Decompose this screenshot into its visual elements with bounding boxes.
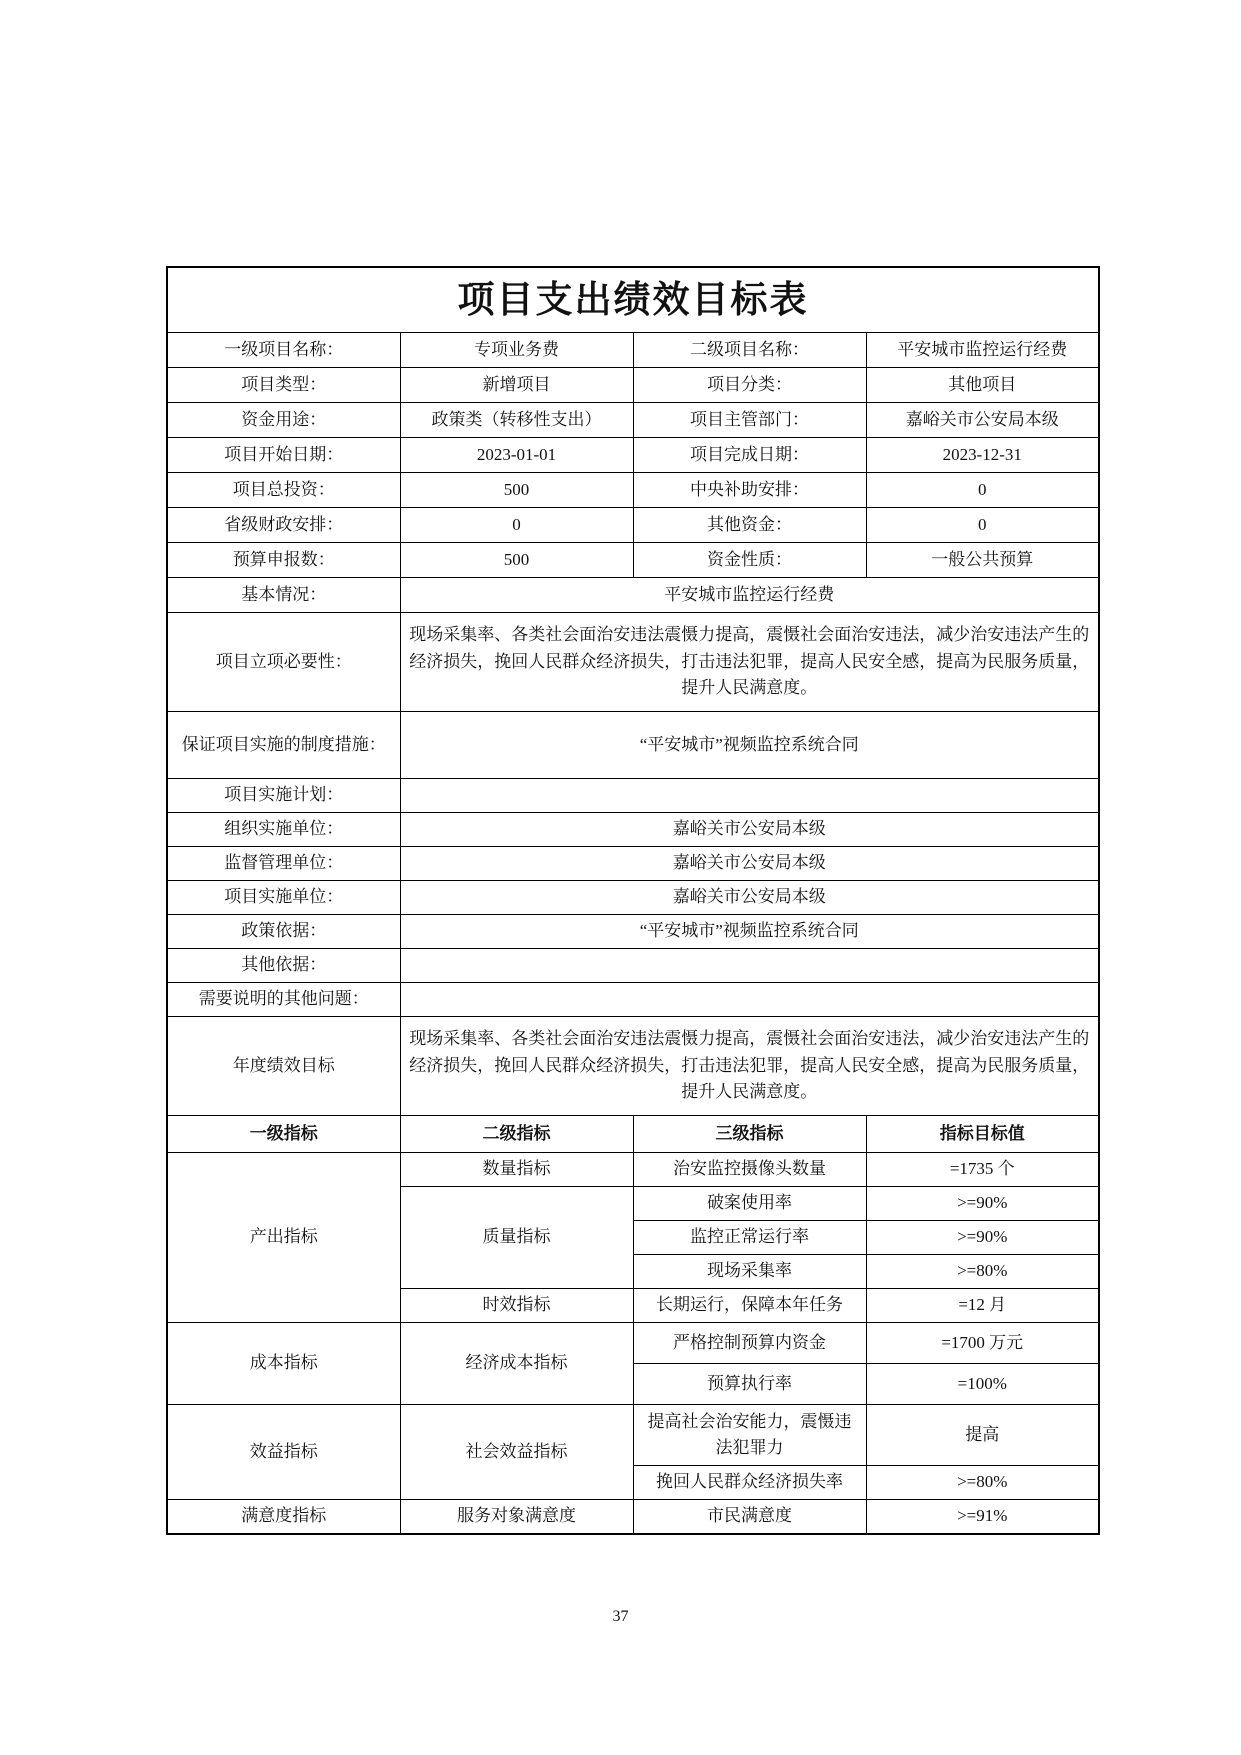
info-value: 0 <box>866 508 1099 543</box>
detail-value <box>400 779 1099 813</box>
info-value: 一般公共预算 <box>866 543 1099 578</box>
info-label: 项目主管部门： <box>633 403 866 438</box>
performance-target-table <box>166 266 1100 1535</box>
info-label: 省级财政安排： <box>167 508 400 543</box>
indicator-target: =1700 万元 <box>866 1323 1099 1364</box>
indicator-header-level1: 一级指标 <box>167 1116 400 1153</box>
indicator-target: >=90% <box>866 1221 1099 1255</box>
indicator-header-level2: 二级指标 <box>400 1116 633 1153</box>
info-value: 2023-12-31 <box>866 438 1099 473</box>
info-value: 2023-01-01 <box>400 438 633 473</box>
indicator-target: >=90% <box>866 1187 1099 1221</box>
info-label: 项目类型： <box>167 368 400 403</box>
info-label: 二级项目名称： <box>633 333 866 368</box>
indicator-level3: 破案使用率 <box>633 1187 866 1221</box>
info-value: 500 <box>400 473 633 508</box>
detail-value <box>400 949 1099 983</box>
indicator-level3: 提高社会治安能力，震慑违法犯罪力 <box>633 1405 866 1466</box>
info-label: 资金性质： <box>633 543 866 578</box>
info-value: 其他项目 <box>866 368 1099 403</box>
indicator-target: =100% <box>866 1364 1099 1405</box>
indicator-target: =12 月 <box>866 1289 1099 1323</box>
indicator-level2: 社会效益指标 <box>400 1405 633 1500</box>
detail-label: 组织实施单位： <box>167 813 400 847</box>
info-label: 项目总投资： <box>167 473 400 508</box>
info-label: 项目完成日期： <box>633 438 866 473</box>
info-value: 专项业务费 <box>400 333 633 368</box>
indicator-level3: 预算执行率 <box>633 1364 866 1405</box>
detail-label: 年度绩效目标 <box>167 1017 400 1116</box>
table-title: 项目支出绩效目标表 <box>167 267 1099 333</box>
indicator-level3: 长期运行，保障本年任务 <box>633 1289 866 1323</box>
info-label: 项目分类： <box>633 368 866 403</box>
detail-label: 监督管理单位： <box>167 847 400 881</box>
info-value: 平安城市监控运行经费 <box>866 333 1099 368</box>
indicator-level2: 经济成本指标 <box>400 1323 633 1405</box>
detail-label: 项目实施单位： <box>167 881 400 915</box>
indicator-target: >=91% <box>866 1500 1099 1535</box>
detail-label: 其他依据： <box>167 949 400 983</box>
detail-label: 政策依据： <box>167 915 400 949</box>
detail-value: 现场采集率、各类社会面治安违法震慑力提高，震慑社会面治安违法，减少治安违法产生的经济损失，挽回人民群众经济损失，打击违法犯罪，提高人民安全感，提高为民服务质量，提升人民满意度。 <box>400 1017 1099 1116</box>
indicator-target: 提高 <box>866 1405 1099 1466</box>
indicator-level1: 效益指标 <box>167 1405 400 1500</box>
detail-label: 需要说明的其他问题： <box>167 983 400 1017</box>
info-value: 0 <box>866 473 1099 508</box>
detail-label: 基本情况： <box>167 578 400 613</box>
info-label: 预算申报数： <box>167 543 400 578</box>
info-value: 政策类（转移性支出） <box>400 403 633 438</box>
indicator-header-level3: 三级指标 <box>633 1116 866 1153</box>
indicator-level2: 时效指标 <box>400 1289 633 1323</box>
detail-value <box>400 983 1099 1017</box>
detail-label: 项目立项必要性： <box>167 613 400 712</box>
info-value: 新增项目 <box>400 368 633 403</box>
detail-label: 项目实施计划： <box>167 779 400 813</box>
detail-value: 嘉峪关市公安局本级 <box>400 847 1099 881</box>
detail-value: “平安城市”视频监控系统合同 <box>400 915 1099 949</box>
page-number: 37 <box>612 1608 629 1625</box>
indicator-header-target: 指标目标值 <box>866 1116 1099 1153</box>
indicator-level3: 挽回人民群众经济损失率 <box>633 1466 866 1500</box>
indicator-level3: 现场采集率 <box>633 1255 866 1289</box>
info-label: 项目开始日期： <box>167 438 400 473</box>
indicator-level1: 满意度指标 <box>167 1500 400 1535</box>
detail-value: “平安城市”视频监控系统合同 <box>400 712 1099 779</box>
info-label: 中央补助安排： <box>633 473 866 508</box>
indicator-target: >=80% <box>866 1466 1099 1500</box>
info-value: 0 <box>400 508 633 543</box>
indicator-level3: 严格控制预算内资金 <box>633 1323 866 1364</box>
detail-value: 嘉峪关市公安局本级 <box>400 881 1099 915</box>
indicator-level3: 市民满意度 <box>633 1500 866 1535</box>
indicator-level2: 质量指标 <box>400 1187 633 1289</box>
indicator-level2: 数量指标 <box>400 1153 633 1187</box>
indicator-level1: 成本指标 <box>167 1323 400 1405</box>
indicator-level3: 治安监控摄像头数量 <box>633 1153 866 1187</box>
indicator-target: >=80% <box>866 1255 1099 1289</box>
indicator-target: =1735 个 <box>866 1153 1099 1187</box>
detail-label: 保证项目实施的制度措施： <box>167 712 400 779</box>
indicator-level2: 服务对象满意度 <box>400 1500 633 1535</box>
indicator-level1: 产出指标 <box>167 1153 400 1323</box>
indicator-level3: 监控正常运行率 <box>633 1221 866 1255</box>
detail-value: 嘉峪关市公安局本级 <box>400 813 1099 847</box>
info-label: 其他资金： <box>633 508 866 543</box>
info-value: 500 <box>400 543 633 578</box>
detail-value: 平安城市监控运行经费 <box>400 578 1099 613</box>
info-label: 资金用途： <box>167 403 400 438</box>
info-value: 嘉峪关市公安局本级 <box>866 403 1099 438</box>
info-label: 一级项目名称： <box>167 333 400 368</box>
detail-value: 现场采集率、各类社会面治安违法震慑力提高，震慑社会面治安违法，减少治安违法产生的经济损失，挽回人民群众经济损失，打击违法犯罪，提高人民安全感，提高为民服务质量，提升人民满意度。 <box>400 613 1099 712</box>
